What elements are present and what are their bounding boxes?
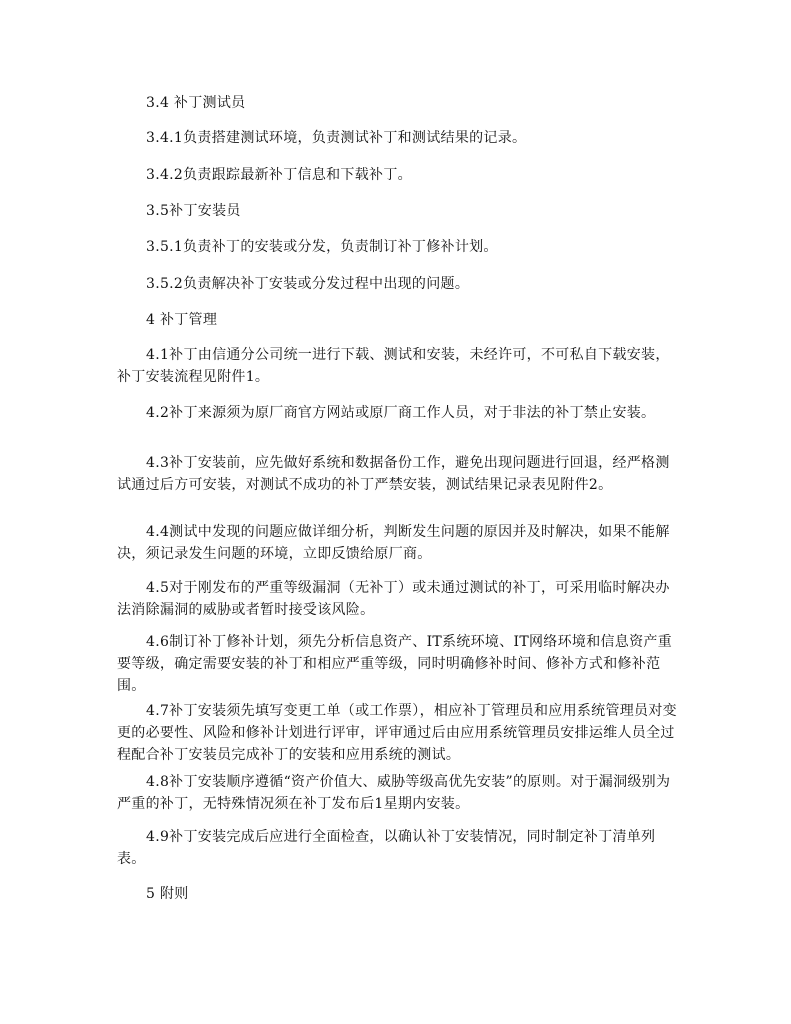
- paragraph: 4.2补丁来源须为原厂商官方网站或原厂商工作人员，对于非法的补丁禁止安装。: [146, 405, 656, 421]
- paragraph: 4.4测试中发现的问题应做详细分析，判断发生问题的原因并及时解决，如果不能解决，须记录发生问题的环境，立即反馈给原厂商。: [117, 524, 670, 562]
- paragraph: 3.4.2负责跟踪最新补丁信息和下载补丁。: [146, 167, 412, 183]
- paragraph: 3.4.1负责搭建测试环境，负责测试补丁和测试结果的记录。: [146, 130, 527, 146]
- paragraph: 3.5.2负责解决补丁安装或分发过程中出现的问题。: [146, 276, 470, 292]
- paragraph: 3.5.1负责补丁的安装或分发，负责制订补丁修补计划。: [146, 239, 498, 255]
- paragraph: 4.3补丁安装前，应先做好系统和数据备份工作，避免出现问题进行回退，经严格测试通过后方可安装，对测试不成功的补丁严禁安装，测试结果记录表见附件2。: [117, 455, 670, 493]
- heading-patch-management: 4 补丁管理: [146, 312, 218, 328]
- heading-patch-installer: 3.5补丁安装员: [146, 203, 241, 219]
- paragraph: 4.7补丁安装须先填写变更工单（或工作票），相应补丁管理员和应用系统管理员对变更的必要性、风险和修补计划进行评审，评审通过后由应用系统管理员安排运维人员全过程配合补丁安装员完成补丁的安装和应用系统的测试。: [117, 703, 677, 763]
- paragraph: 4.8补丁安装顺序遵循“资产价值大、威胁等级高优先安装”的原则。对于漏洞级别为严重的补丁，无特殊情况须在补丁发布后1星期内安装。: [117, 774, 671, 812]
- heading-patch-tester: 3.4 补丁测试员: [146, 95, 246, 111]
- paragraph: 4.9补丁安装完成后应进行全面检查，以确认补丁安装情况，同时制定补丁清单列表。: [117, 829, 656, 867]
- heading-appendix: 5 附则: [146, 886, 189, 902]
- paragraph: 4.1补丁由信通分公司统一进行下载、测试和安装，未经许可，不可私自下载安装，补丁安装流程见附件1。: [117, 347, 670, 385]
- paragraph: 4.6制订补丁修补计划，须先分析信息资产、IT系统环境、IT网络环境和信息资产重要等级，确定需要安装的补丁和相应严重等级，同时明确修补时间、修补方式和修补范围。: [117, 634, 672, 694]
- paragraph: 4.5对于刚发布的严重等级漏洞（无补丁）或未通过测试的补丁，可采用临时解决办法消除漏洞的威胁或者暂时接受该风险。: [117, 580, 670, 618]
